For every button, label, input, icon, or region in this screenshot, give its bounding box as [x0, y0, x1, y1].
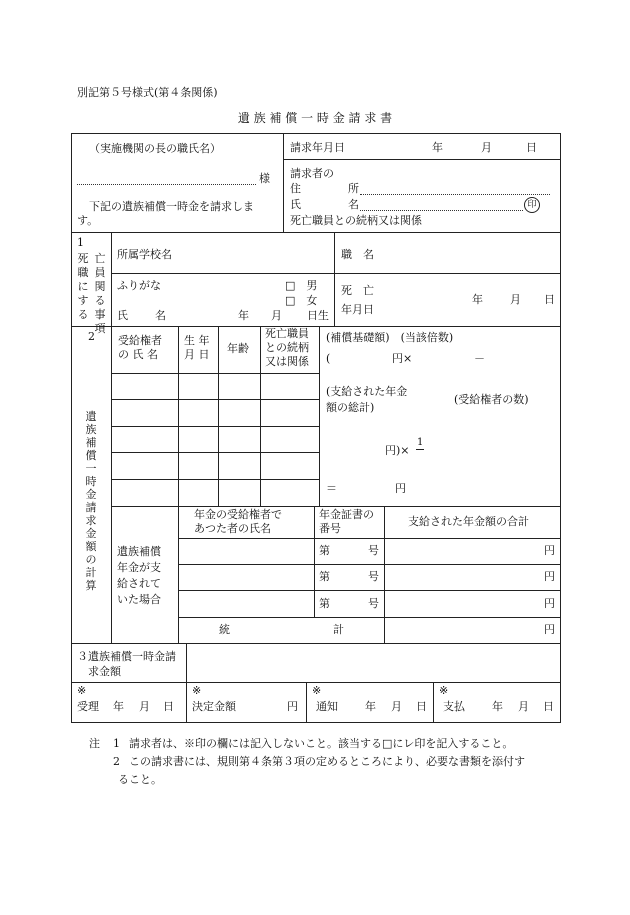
death-label-2: 年月日: [341, 303, 374, 316]
office-mark-1: ※: [77, 684, 87, 697]
recipient-name-header-1: 受給権者: [118, 334, 162, 347]
notified-month: 月: [391, 700, 402, 713]
cert-row1-go: 号: [368, 544, 379, 557]
calc-pension-label-2: 額の総計): [326, 401, 375, 414]
birth-header-1: 生 年: [184, 334, 210, 347]
deceased-name-label-2: 名: [155, 309, 166, 322]
cert-row3-go: 号: [368, 597, 379, 610]
calc-equals: ＝: [326, 482, 337, 495]
cert-row3-dai: 第: [319, 597, 330, 610]
female-checkbox[interactable]: □ 女: [285, 294, 318, 307]
office-mark-4: ※: [439, 684, 449, 697]
calc-minus: －: [474, 352, 485, 365]
calc-final-yen: 円: [395, 482, 406, 495]
notified-label: 通知: [316, 700, 338, 713]
agency-head-label: （実施機関の長の職氏名）: [89, 142, 221, 155]
decided-yen: 円: [287, 700, 298, 713]
notified-year: 年: [365, 700, 376, 713]
job-title-label: 職 名: [341, 248, 374, 261]
death-month: 月: [510, 293, 521, 306]
claim-amount-label-2: 求金額: [88, 665, 121, 678]
paid-year: 年: [492, 700, 503, 713]
paid-month: 月: [518, 700, 529, 713]
pension-row1-yen: 円: [544, 544, 555, 557]
relation-header-3: 又は関係: [265, 355, 309, 368]
pension-case-3: 給されて: [117, 577, 161, 590]
fraction-numerator: 1: [417, 437, 424, 448]
requester-name-field[interactable]: [360, 210, 523, 211]
note2-number: 2: [113, 755, 120, 768]
calc-result-yen: 円)×: [385, 444, 410, 457]
note1-text: 請求者は、※印の欄には記入しないこと。該当する□にレ印を記入すること。: [129, 737, 514, 750]
birth-year: 年: [238, 309, 249, 322]
calc-paren: (: [326, 352, 331, 365]
pension-total-header: 支給された年金額の合計: [408, 515, 529, 528]
cert-number-header-1: 年金証書の: [319, 508, 374, 521]
request-text: 下記の遺族補償一時金を請求しま: [89, 200, 254, 213]
paid-day: 日: [543, 700, 554, 713]
death-label-1: 死 亡: [341, 284, 374, 297]
office-mark-2: ※: [192, 684, 202, 697]
requester-label: 請求者の: [290, 167, 334, 180]
paid-label: 支払: [443, 700, 465, 713]
relation-label: 死亡職員との続柄又は関係: [290, 214, 422, 227]
calc-rights-count: (受給権者の数): [454, 393, 529, 406]
claim-amount-label-1: ３遺族補償一時金請: [77, 650, 176, 663]
notified-day: 日: [416, 700, 427, 713]
sama-label: 様: [259, 172, 270, 185]
pension-recipient-header-2: あつた者の氏名: [194, 522, 271, 535]
section2-number: 2: [88, 330, 95, 343]
calc-pension-label-1: (支給された年金: [326, 385, 408, 398]
address-label-1: 住: [290, 182, 301, 195]
decided-amount-label: 決定金額: [192, 700, 236, 713]
death-year: 年: [472, 293, 483, 306]
calc-yen-times: 円×: [392, 352, 413, 365]
total-yen: 円: [544, 623, 555, 636]
pension-row3-yen: 円: [544, 597, 555, 610]
received-month: 月: [139, 700, 150, 713]
pension-recipient-header-1: 年金の受給権者で: [194, 508, 282, 521]
cert-row2-dai: 第: [319, 570, 330, 583]
birth-day: 日生: [307, 309, 329, 322]
male-checkbox[interactable]: □ 男: [285, 279, 318, 292]
note2-text-cont: ること。: [118, 773, 162, 786]
note1-number: 1: [113, 737, 120, 750]
address-field[interactable]: [360, 194, 550, 195]
death-day: 日: [544, 293, 555, 306]
cert-number-header-2: 番号: [319, 522, 341, 535]
name-label-2: 名: [348, 198, 359, 211]
section2-vertical-title: 遺族補償一時金請求金額の計算: [85, 410, 97, 592]
birth-month: 月: [271, 309, 282, 322]
fraction-bar: [416, 449, 424, 450]
age-header: 年齢: [227, 342, 249, 355]
recipient-name-header-2: の 氏 名: [118, 348, 158, 361]
pension-case-4: いた場合: [117, 593, 161, 606]
note2-text: この請求書には、規則第４条第３項の定めるところにより、必要な書類を添付す: [129, 755, 525, 768]
section1-title-col-a: 死職に する: [77, 252, 89, 321]
birth-header-2: 月 日: [184, 348, 210, 361]
received-label: 受理: [77, 700, 99, 713]
office-mark-3: ※: [312, 684, 322, 697]
name-label-1: 氏: [290, 198, 301, 211]
request-date-day: 日: [526, 141, 537, 154]
deceased-name-label-1: 氏: [117, 309, 128, 322]
received-day: 日: [163, 700, 174, 713]
relation-header-2: との続柄: [265, 341, 309, 354]
request-date-year: 年: [432, 141, 443, 154]
note-label: 注: [89, 737, 100, 750]
agency-head-field[interactable]: [77, 184, 256, 185]
pension-case-1: 遺族補償: [117, 545, 161, 558]
section1-title-col-b: 亡員関る事項: [94, 252, 106, 335]
pension-case-2: 年金が支: [117, 561, 161, 574]
form-number: 別記第５号様式(第４条関係): [77, 86, 218, 99]
furigana-label: ふりがな: [117, 279, 161, 292]
relation-header-1: 死亡職員: [265, 327, 309, 340]
received-year: 年: [113, 700, 124, 713]
request-date-month: 月: [481, 141, 492, 154]
section1-number: 1: [77, 236, 84, 249]
pension-row2-yen: 円: [544, 570, 555, 583]
total-label-2: 計: [333, 623, 344, 636]
cert-row2-go: 号: [368, 570, 379, 583]
calc-base-label: (補償基礎額) (当該倍数): [326, 331, 454, 344]
seal-icon: 印: [524, 197, 540, 213]
total-label-1: 統: [219, 623, 230, 636]
address-label-2: 所: [348, 182, 359, 195]
cert-row1-dai: 第: [319, 544, 330, 557]
request-date-label: 請求年月日: [290, 141, 345, 154]
school-name-label: 所属学校名: [117, 248, 172, 261]
form-title: 遺 族 補 償 一 時 金 請 求 書: [237, 111, 393, 125]
request-text-cont: す。: [77, 214, 99, 227]
